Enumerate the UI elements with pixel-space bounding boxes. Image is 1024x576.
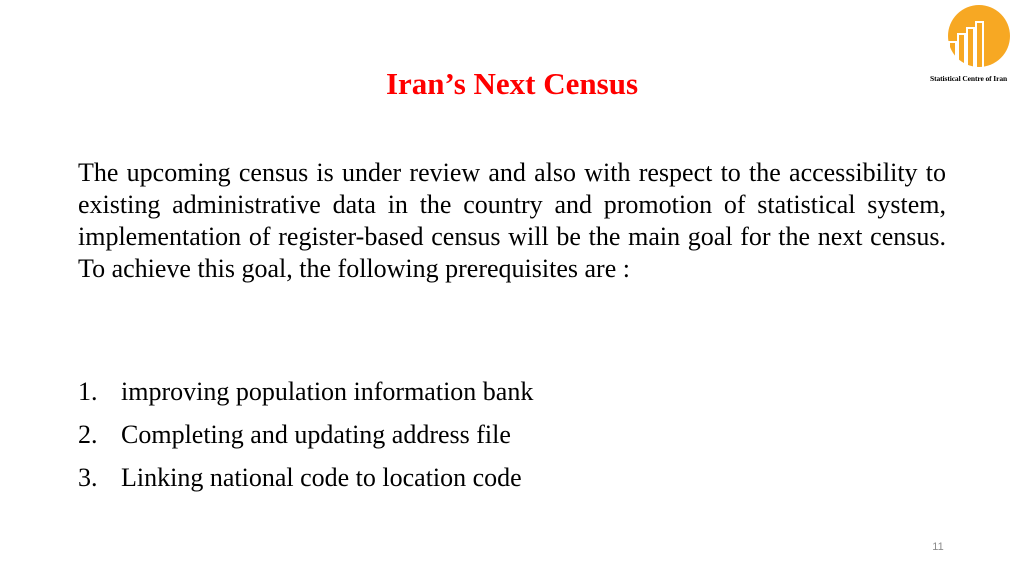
logo-caption: Statistical Centre of Iran	[930, 74, 1008, 83]
list-item-text: improving population information bank	[121, 377, 534, 406]
list-item	[78, 456, 533, 499]
intro-paragraph: The upcoming census is under review and also with respect to the accessibility to existing administrative data in the country and promotion of statistical system, implementation of register-based census will be the main goal for the next census. To achieve this goal, the following prerequisites are :	[78, 158, 946, 283]
list-item-number: 2.	[78, 420, 98, 449]
bar-chart-sun-icon	[946, 4, 1010, 72]
list-item	[78, 413, 533, 456]
list-item-text: Linking national code to location code	[121, 463, 522, 492]
page-title: Iran’s Next Census	[385, 66, 639, 101]
list-item-number: 1.	[78, 377, 98, 406]
page-number: 11	[932, 541, 944, 553]
list-item-text: Completing and updating address file	[121, 420, 511, 449]
list-item	[78, 370, 533, 413]
prerequisites-list	[78, 370, 533, 499]
list-item-number: 3.	[78, 463, 98, 492]
